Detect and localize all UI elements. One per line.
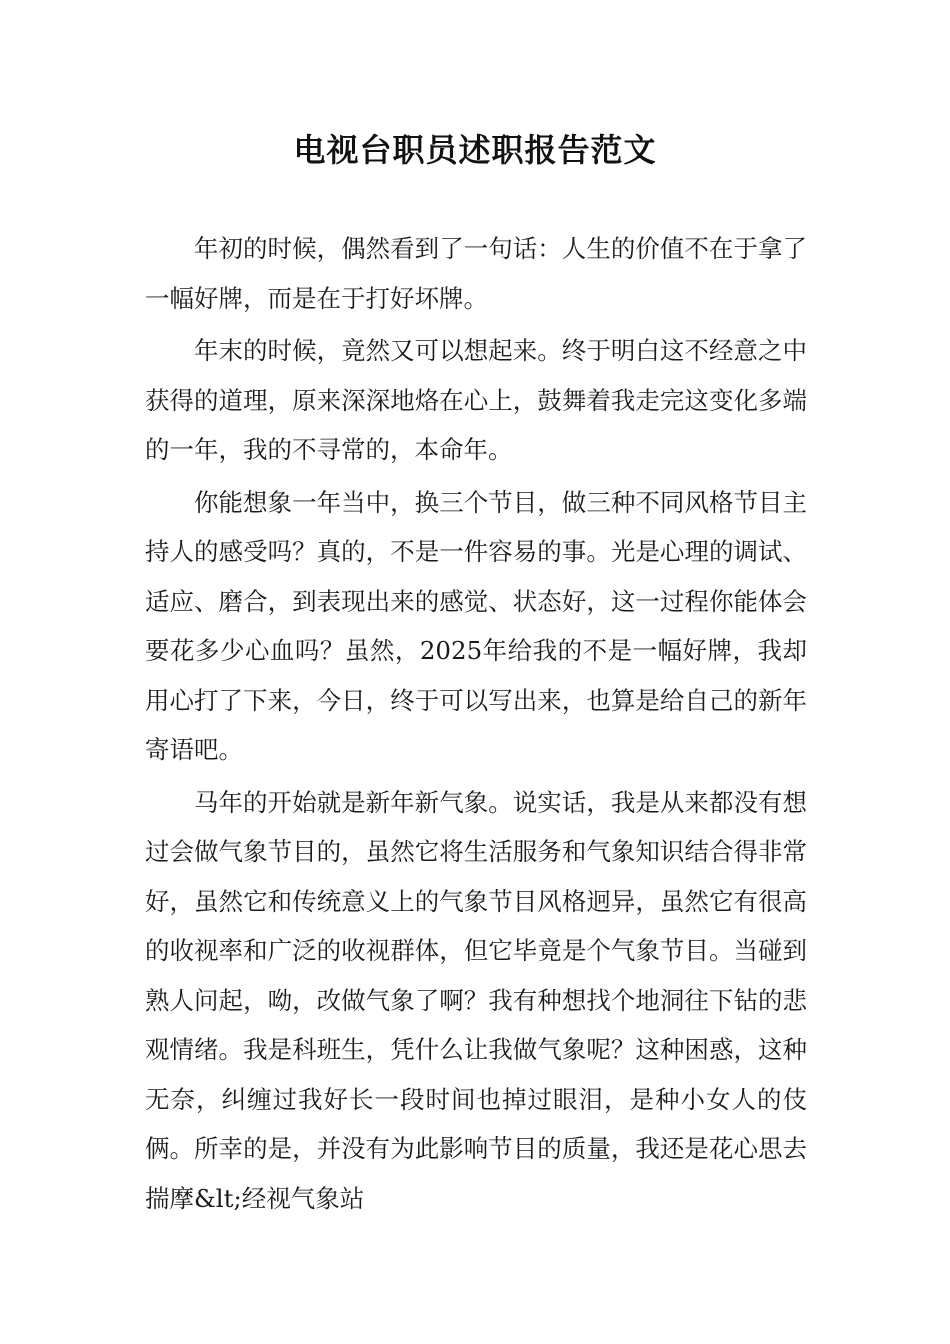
paragraph: 年初的时候，偶然看到了一句话：人生的价值不在于拿了一幅好牌，而是在于打好坏牌。 (145, 234, 807, 313)
paragraph: 马年的开始就是新年新气象。说实话，我是从来都没有想过会做气象节目的，虽然它将生活服务和气象知识结合得非常好，虽然它和传统意义上的气象节目风格迥异，虽然它有很高的收视率和广泛的收视群体，但它毕竟是个气象节目。当碰到熟人问起，呦，改做气象了啊？我有种想找个地洞往下钻的悲观情绪。我是科班生，凭什么让我做气象呢？这种困惑，这种无奈，纠缠过我好长一段时间也掉过眼泪，是种小女人的伎俩。所幸的是，并没有为此影响节目的质量，我还是花心思去揣摩&lt;经视气象站 (145, 787, 807, 1213)
document-title: 电视台职员述职报告范文 (293, 131, 657, 169)
document-body (145, 224, 807, 1226)
paragraph: 年末的时候，竟然又可以想起来。终于明白这不经意之中获得的道理，原来深深地烙在心上，鼓舞着我走完这变化多端的一年，我的不寻常的，本命年。 (145, 336, 807, 464)
paragraph: 你能想象一年当中，换三个节目，做三种不同风格节目主持人的感受吗？真的，不是一件容易的事。光是心理的调试、适应、磨合，到表现出来的感觉、状态好，这一过程你能体会要花多少心血吗？虽然，2025年给我的不是一幅好牌，我却用心打了下来，今日，终于可以写出来，也算是给自己的新年寄语吧。 (145, 487, 807, 764)
